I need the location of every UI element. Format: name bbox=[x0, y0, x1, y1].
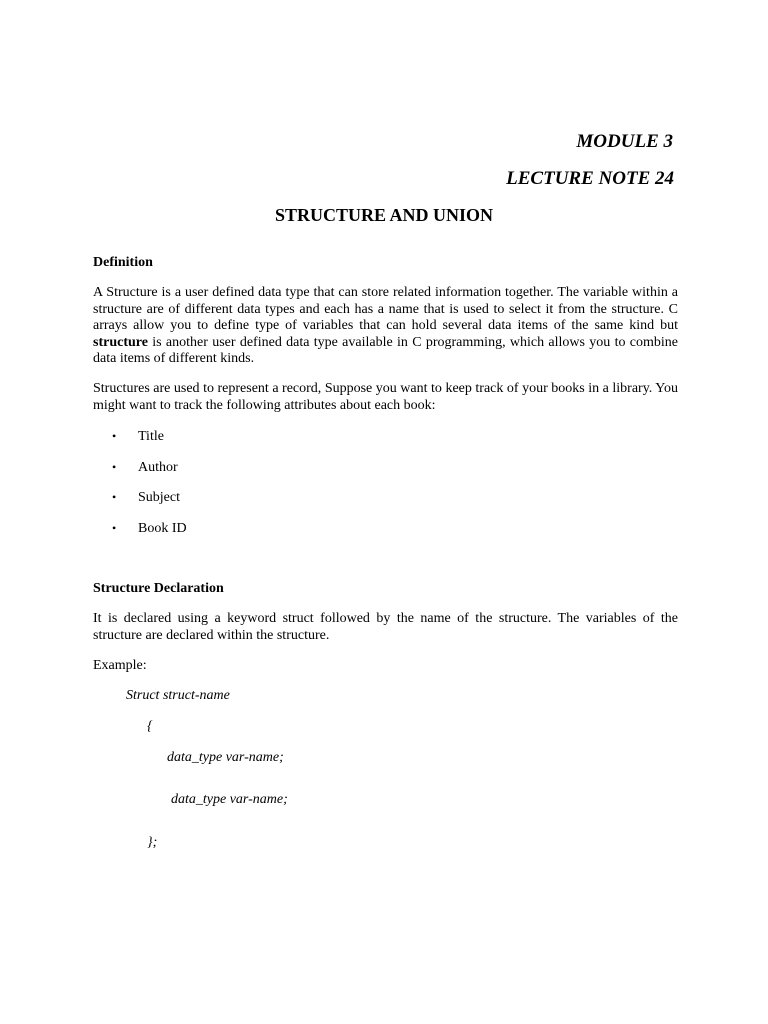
code-line-open-brace: { bbox=[147, 719, 153, 734]
list-item-label: Subject bbox=[138, 490, 180, 505]
records-paragraph: Structures are used to represent a record, Suppose you want to keep track of your books in a library. You might want to track the following attributes about each book: bbox=[93, 381, 678, 413]
example-label: Example: bbox=[93, 658, 147, 673]
list-item bbox=[112, 428, 187, 459]
list-item bbox=[112, 520, 187, 551]
definition-text-part1: A Structure is a user defined data type that can store related information together. The variable within a structure are of different data types and each has a name that is used to select it from the structure. C arrays allow you to define type of variables that can hold several data items of the same kind but bbox=[93, 285, 678, 333]
lecture-note-heading: LECTURE NOTE 24 bbox=[506, 168, 674, 189]
code-line-member-1: data_type var-name; bbox=[167, 750, 284, 765]
list-item-label: Title bbox=[138, 429, 164, 444]
definition-bold-term: structure bbox=[93, 334, 148, 350]
bullet-icon: • bbox=[112, 520, 117, 535]
list-item-label: Book ID bbox=[138, 520, 187, 536]
list-item-label: Author bbox=[138, 459, 178, 475]
attribute-list bbox=[112, 428, 187, 550]
code-line-struct-header: Struct struct-name bbox=[126, 688, 230, 703]
definition-heading: Definition bbox=[93, 255, 153, 270]
code-line-close-brace: }; bbox=[147, 835, 158, 850]
structure-declaration-heading: Structure Declaration bbox=[93, 581, 224, 596]
module-heading: MODULE 3 bbox=[576, 131, 673, 152]
bullet-icon: • bbox=[112, 490, 117, 504]
list-item bbox=[112, 459, 187, 490]
definition-text-part2: is another user defined data type available in C programming, which allows you to combine data items of different kinds. bbox=[93, 334, 678, 366]
declaration-paragraph: It is declared using a keyword struct followed by the name of the structure. The variables of the structure are declared within the structure. bbox=[93, 611, 678, 643]
code-line-member-2: data_type var-name; bbox=[171, 792, 288, 807]
page-title: STRUCTURE AND UNION bbox=[274, 205, 494, 225]
bullet-icon: • bbox=[112, 459, 117, 474]
bullet-icon: • bbox=[112, 429, 117, 443]
list-item bbox=[112, 489, 187, 520]
definition-paragraph bbox=[93, 285, 678, 368]
